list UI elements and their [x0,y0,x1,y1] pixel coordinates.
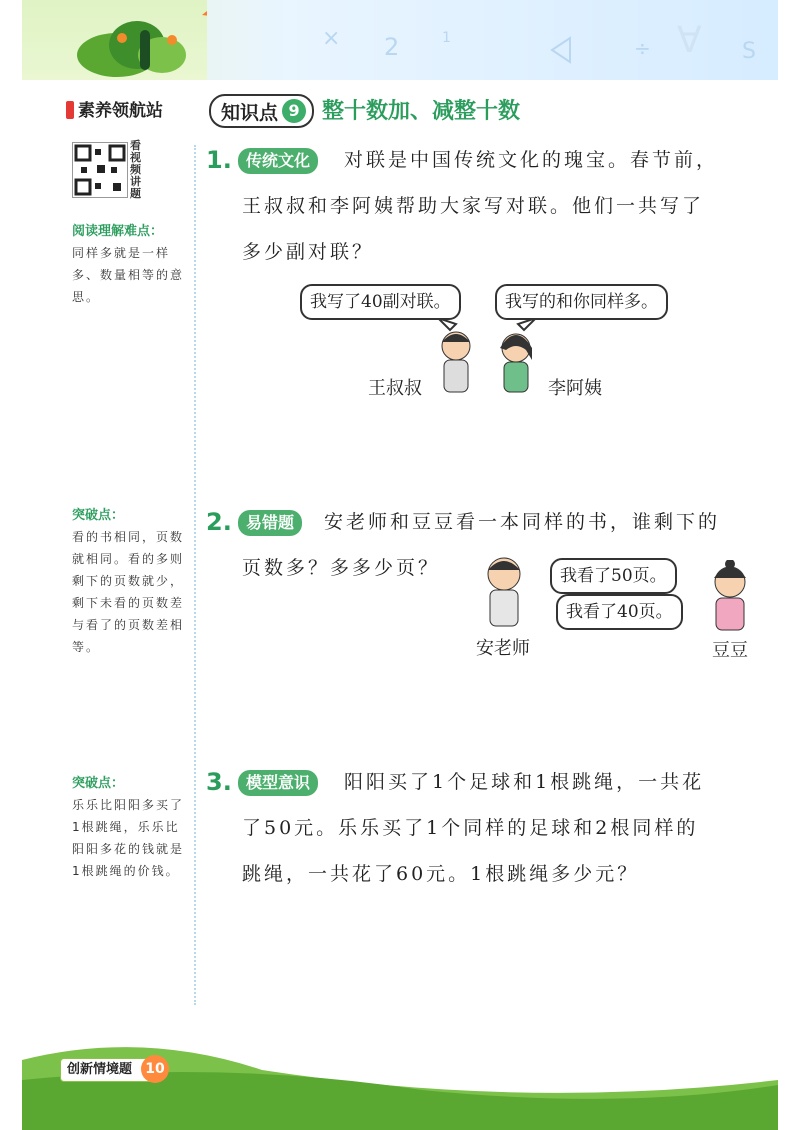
question-tag-3: 模型意识 [238,770,318,796]
question-3-line-2: 了50元。乐乐买了1个同样的足球和2根同样的 [242,817,699,839]
section-label-text: 素养领航站 [78,101,163,121]
qr-code-icon[interactable] [72,142,128,198]
question-number-3: 3. [206,768,232,796]
question-tag-2: 易错题 [238,510,302,536]
side-note-body-3: 乐乐比阳阳多买了1根跳绳，乐乐比阳阳多花的钱就是1根跳绳的价钱。 [72,798,185,878]
name-aunt-li: 李阿姨 [548,378,602,399]
flag-icon [66,101,74,119]
page-number: 10 [141,1055,169,1083]
qr-label: 看视频讲题 [130,139,141,200]
knowledge-point-label: 知识点 [221,101,279,124]
bottom-grass-band [22,1040,778,1130]
speech-bubble-q1-uncle: 我写了40副对联。 [300,284,461,320]
banner-plant-area [22,0,207,80]
section-label [66,96,163,121]
plant-illustration [22,0,207,80]
speech-bubble-q1-aunt: 我写的和你同样多。 [495,284,668,320]
name-doudou: 豆豆 [712,640,748,661]
svg-text:∀: ∀ [677,20,702,61]
knowledge-point-number: 9 [282,99,306,123]
question-3-line-3: 跳绳，一共花了60元。1根跳绳多少元？ [242,863,640,885]
svg-text:S: S [742,39,756,64]
question-3-line-1: 阳阳买了1个足球和1根跳绳，一共花 [344,771,705,793]
question-1-line-2: 王叔叔和李阿姨帮助大家写对联。他们一共写了 [242,195,705,217]
footer-label: 创新情境题 [60,1058,163,1082]
svg-text:÷: ÷ [634,36,651,60]
side-note-heading-2: 突破点： [72,508,125,523]
side-note-heading-1: 阅读理解难点： [72,224,164,239]
question-number-2: 2. [206,508,232,536]
svg-text:2: 2 [384,33,400,61]
question-1-line-3: 多少副对联？ [242,241,375,263]
doudou-illustration [700,560,760,636]
name-uncle-wang: 王叔叔 [368,378,422,399]
speech-bubble-q2-teacher: 我看了50页。 [550,558,677,594]
name-teacher-an: 安老师 [476,638,530,659]
side-note-body-2: 看的书相同，页数就相同。看的多则剩下的页数就少，剩下未看的页数差与看了的页数差相等。 [72,530,185,654]
teacher-an-illustration [472,552,542,632]
question-2-line-2: 页数多？多多少页？ [242,557,441,579]
knowledge-point-pill [209,94,314,128]
speech-bubble-q2-doudou: 我看了40页。 [556,594,683,630]
svg-text:×: × [322,26,341,51]
side-note-body-1: 同样多就是一样多、数量相等的意思。 [72,246,185,304]
question-tag-1: 传统文化 [238,148,318,174]
sidebar-divider [194,145,196,1005]
teachers-illustration [428,318,548,398]
question-2-line-1: 安老师和豆豆看一本同样的书，谁剩下的 [324,511,721,533]
knowledge-point-title: 整十数加、减整十数 [322,99,521,124]
svg-text:1: 1 [442,30,451,46]
question-1-line-1: 对联是中国传统文化的瑰宝。春节前， [344,149,719,171]
question-number-1: 1. [206,146,232,174]
side-note-heading-3: 突破点： [72,776,125,791]
